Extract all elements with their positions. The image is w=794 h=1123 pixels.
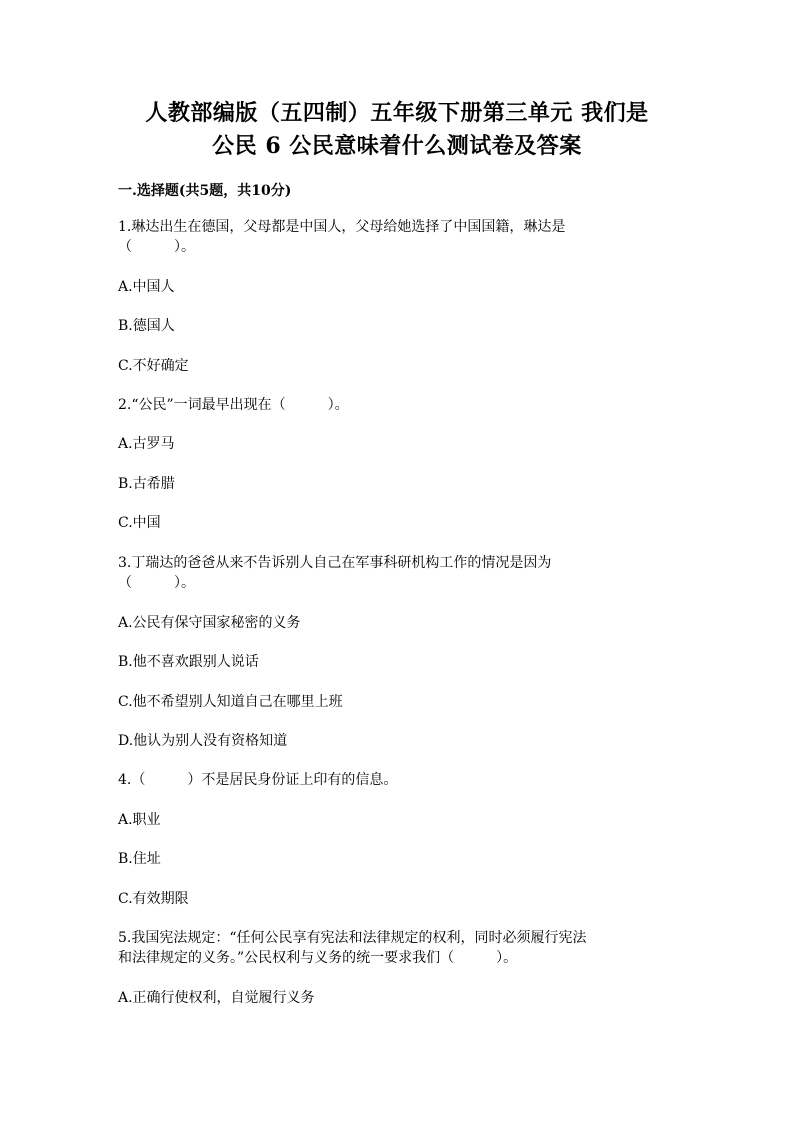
question-2-option-a: A.古罗马: [118, 436, 175, 452]
question-1-option-c: C.不好确定: [118, 358, 189, 374]
question-3-option-b: B.他不喜欢跟别人说话: [118, 654, 259, 670]
question-3-option-a: A.公民有保守国家秘密的义务: [118, 615, 301, 631]
question-5-option-a: A.正确行使权利，自觉履行义务: [118, 990, 315, 1006]
question-4-option-a: A.职业: [118, 812, 161, 828]
question-3-option-c: C.他不希望别人知道自己在哪里上班: [118, 694, 343, 710]
question-1-stem-continued: （ ）。: [118, 239, 195, 255]
question-2-option-b: B.古希腊: [118, 476, 175, 492]
question-4-option-c: C.有效期限: [118, 891, 189, 907]
section-header: 一.选择题(共5题，共10分): [118, 183, 292, 199]
question-2-option-c: C.中国: [118, 515, 161, 531]
question-4-option-b: B.住址: [118, 851, 161, 867]
question-3-stem: 3.丁瑞达的爸爸从来不告诉别人自己在军事科研机构工作的情况是因为: [118, 555, 552, 571]
question-1-option-a: A.中国人: [118, 279, 175, 295]
page-title-line-2: 公民 6 公民意味着什么测试卷及答案: [212, 133, 582, 159]
question-5-stem-continued: 和法律规定的义务。”公民权利与义务的统一要求我们（ ）。: [118, 950, 518, 966]
question-1-option-b: B.德国人: [118, 318, 175, 334]
question-3-stem-continued: （ ）。: [118, 575, 195, 591]
question-5-stem: 5.我国宪法规定：“任何公民享有宪法和法律规定的权利，同时必须履行宪法: [118, 930, 587, 946]
question-3-option-d: D.他认为别人没有资格知道: [118, 733, 288, 749]
question-1-stem: 1.琳达出生在德国，父母都是中国人，父母给她选择了中国国籍，琳达是: [118, 219, 566, 235]
question-2-stem: 2.“公民”一词最早出现在（ ）。: [118, 397, 349, 413]
question-4-stem: 4.（ ）不是居民身份证上印有的信息。: [118, 772, 398, 788]
page-title-line-1: 人教部编版（五四制）五年级下册第三单元 我们是: [145, 100, 649, 126]
